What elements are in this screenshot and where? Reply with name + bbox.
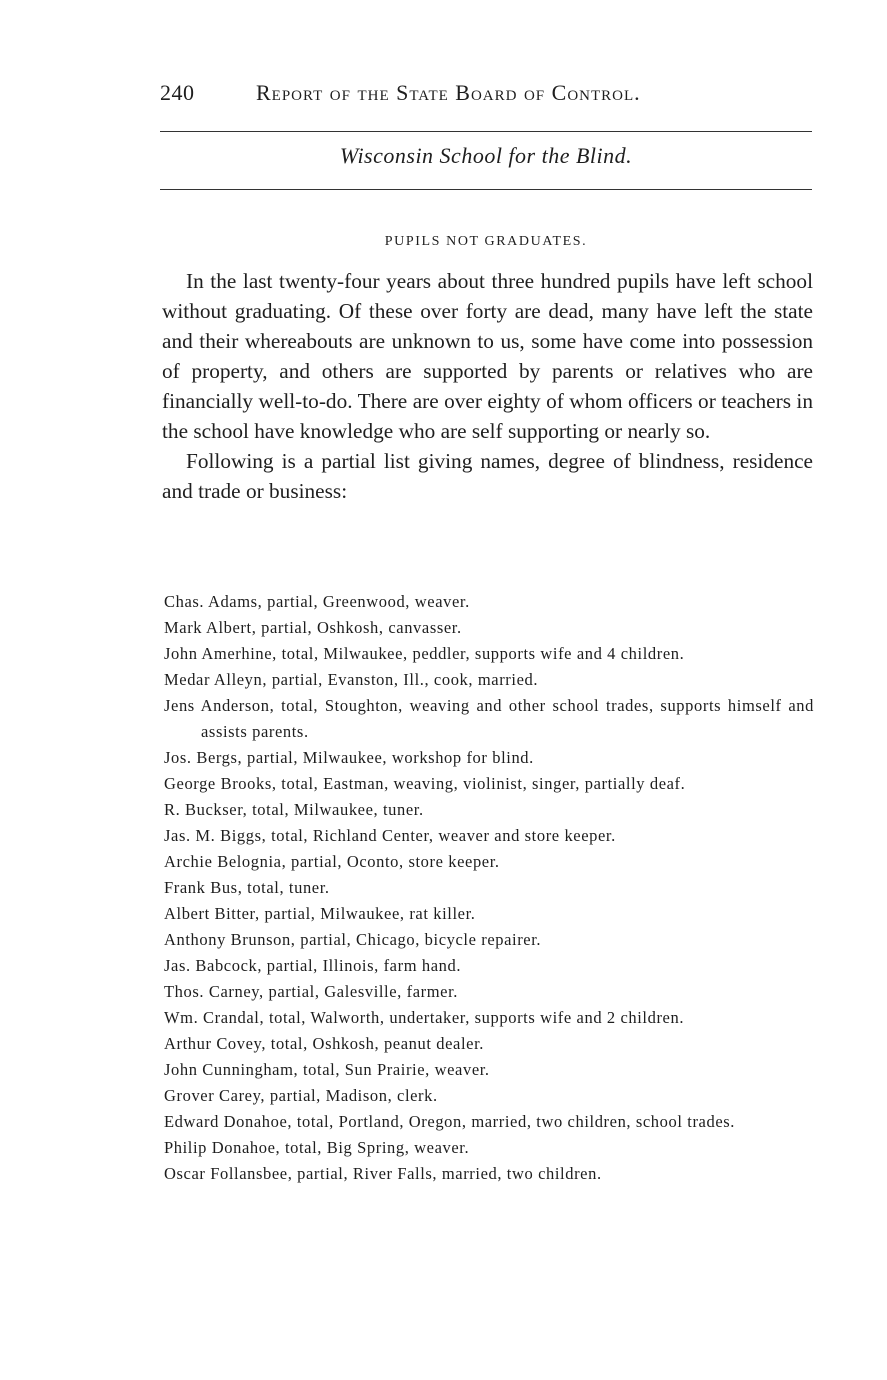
list-item: Jas. M. Biggs, total, Richland Center, weaver and store keeper.	[164, 826, 616, 845]
list-item: Frank Bus, total, tuner.	[164, 878, 330, 897]
list-item: Grover Carey, partial, Madison, clerk.	[164, 1086, 438, 1105]
running-head	[160, 80, 812, 114]
list-item: Mark Albert, partial, Oshkosh, canvasser.	[164, 618, 462, 637]
report-title: Report of the State Board of Control.	[256, 80, 641, 105]
bottom-rule	[160, 189, 812, 190]
list-item: Jas. Babcock, partial, Illinois, farm hand.	[164, 956, 462, 975]
list-item: Chas. Adams, partial, Greenwood, weaver.	[164, 592, 470, 611]
list-item: Oscar Follansbee, partial, River Falls, married, two children.	[164, 1164, 602, 1183]
list-item: Jens Anderson, total, Stoughton, weaving and other school trades, supports himself and assists parents.	[164, 696, 814, 741]
subheading: PUPILS NOT GRADUATES.	[384, 234, 588, 249]
top-rule	[160, 131, 812, 132]
list-item: Medar Alleyn, partial, Evanston, Ill., cook, married.	[164, 670, 539, 689]
page-number: 240	[160, 80, 195, 105]
list-item: Jos. Bergs, partial, Milwaukee, workshop for blind.	[164, 748, 534, 767]
list-item: R. Buckser, total, Milwaukee, tuner.	[164, 800, 424, 819]
intro-paragraph: In the last twenty-four years about three hundred pupils have left school without graduating. Of these over forty are dead, many have left the state and their whereabouts are unknown to us, some have come into possession of property, and others are supported by parents or relatives who are financially well-to-do. There are over eighty of whom officers or teachers in the school have knowledge who are self supporting or nearly so.	[162, 269, 813, 443]
section-title: Wisconsin School for the Blind.	[339, 143, 633, 168]
list-item: Edward Donahoe, total, Portland, Oregon, married, two children, school trades.	[164, 1112, 735, 1131]
list-item: Arthur Covey, total, Oshkosh, peanut dealer.	[164, 1034, 484, 1053]
list-item: Albert Bitter, partial, Milwaukee, rat killer.	[164, 904, 476, 923]
pupil-list	[164, 589, 814, 1187]
list-intro-paragraph: Following is a partial list giving names, degree of blindness, residence and trade or business:	[162, 449, 813, 503]
list-item: George Brooks, total, Eastman, weaving, violinist, singer, partially deaf.	[164, 774, 686, 793]
list-item: Anthony Brunson, partial, Chicago, bicycle repairer.	[164, 930, 542, 949]
list-item: Archie Belognia, partial, Oconto, store keeper.	[164, 852, 500, 871]
list-item: John Cunningham, total, Sun Prairie, weaver.	[164, 1060, 490, 1079]
list-item: Philip Donahoe, total, Big Spring, weaver.	[164, 1138, 470, 1157]
list-item: Thos. Carney, partial, Galesville, farmer.	[164, 982, 458, 1001]
body-text	[162, 266, 813, 506]
list-item: Wm. Crandal, total, Walworth, undertaker, supports wife and 2 children.	[164, 1008, 685, 1027]
list-item: John Amerhine, total, Milwaukee, peddler, supports wife and 4 children.	[164, 644, 685, 663]
